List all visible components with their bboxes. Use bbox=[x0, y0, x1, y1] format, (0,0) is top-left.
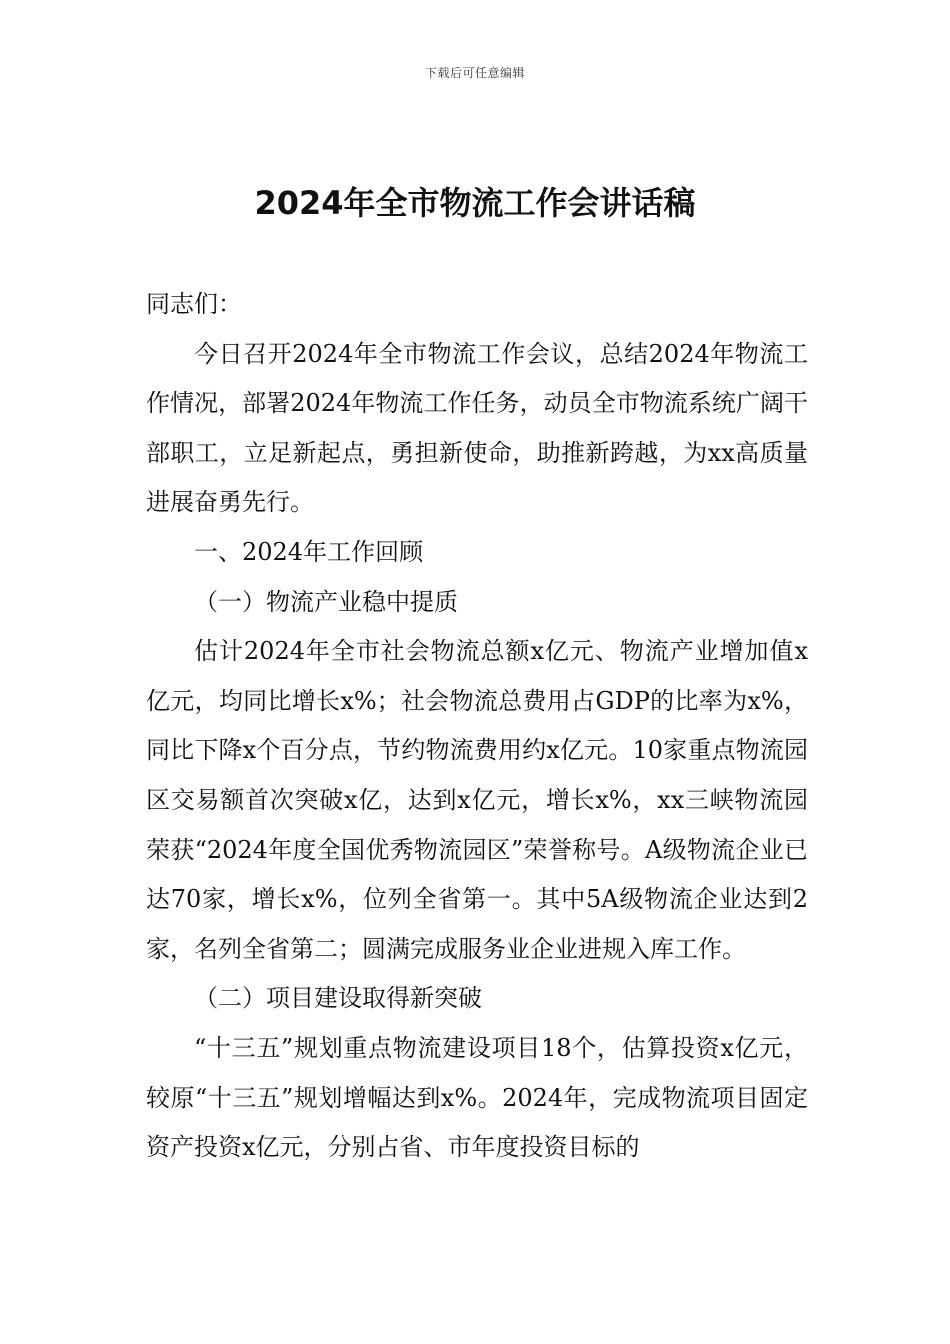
intro-paragraph: 今日召开2024年全市物流工作会议，总结2024年物流工作情况，部署2024年物流工作任务，动员全市物流系统广阔干部职工，立足新起点，勇担新使命，助推新跨越，为xx高质量进展奋勇先行。 bbox=[146, 339, 808, 517]
salutation: 同志们： bbox=[146, 290, 242, 318]
subsection-1-paragraph: 估计2024年全市社会物流总额x亿元、物流产业增加值x亿元，均同比增长x%；社会物流总费用占GDP的比率为x%，同比下降x个百分点，节约物流费用约x亿元。10家重点物流园区交易额首次突破x亿，达到x亿元，增长x%，xx三峡物流园荣获“2024年度全国优秀物流园区”荣誉称号。A级物流企业已达70家，增长x%，位列全省第一。其中5A级物流企业达到2家，名列全省第二；圆满完成服务业企业进规入库工作。 bbox=[146, 637, 808, 963]
subsection-2-paragraph: “十三五”规划重点物流建设项目18个，估算投资x亿元，较原“十三五”规划增幅达到x%。2024年，完成物流项目固定资产投资x亿元，分别占省、市年度投资目标的 bbox=[146, 1033, 808, 1162]
subsection-heading-1: （一）物流产业稳中提质 bbox=[194, 587, 458, 616]
header-note: 下载后可任意编辑 bbox=[424, 66, 525, 80]
section-heading-1: 一、2024年工作回顾 bbox=[194, 537, 424, 566]
subsection-heading-2: （二）项目建设取得新突破 bbox=[194, 984, 482, 1013]
document-title: 2024年全市物流工作会讲话稿 bbox=[254, 184, 696, 222]
document-body bbox=[146, 280, 808, 1173]
